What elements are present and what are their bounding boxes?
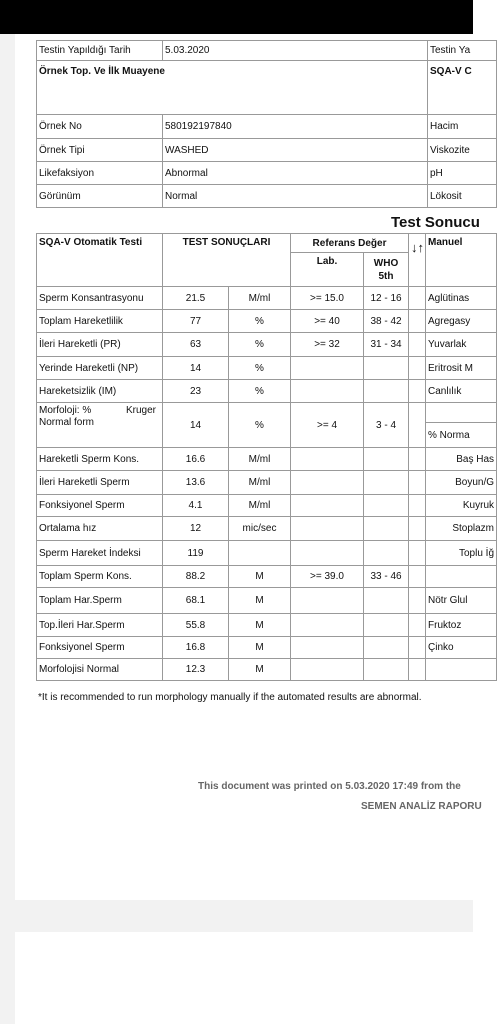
result-value: 88.2 xyxy=(163,566,229,588)
result-unit: % xyxy=(229,380,291,403)
print-footer: This document was printed on 5.03.2020 17:49 from the xyxy=(198,781,461,792)
result-value: 55.8 xyxy=(163,614,229,637)
result-who xyxy=(364,517,409,541)
sample-title-right: SQA-V C xyxy=(428,61,497,115)
result-name: İleri Hareketli (PR) xyxy=(37,333,163,357)
result-who xyxy=(364,357,409,380)
result-name: Top.İleri Har.Sperm xyxy=(37,614,163,637)
result-value: 12.3 xyxy=(163,659,229,681)
result-manual: Stoplazm xyxy=(426,517,497,541)
header-who: WHO 5th xyxy=(364,253,409,287)
result-lab xyxy=(291,448,364,471)
result-row xyxy=(37,517,497,541)
result-flag xyxy=(409,637,426,659)
result-name: Toplam Har.Sperm xyxy=(37,588,163,614)
result-name: Ortalama hız xyxy=(37,517,163,541)
morphology-row xyxy=(37,403,497,423)
result-value: 68.1 xyxy=(163,588,229,614)
result-value: 4.1 xyxy=(163,495,229,517)
result-manual: Nötr Glul xyxy=(426,588,497,614)
result-flag xyxy=(409,357,426,380)
result-who xyxy=(364,614,409,637)
result-value: 13.6 xyxy=(163,471,229,495)
result-who: 38 - 42 xyxy=(364,310,409,333)
result-lab xyxy=(291,380,364,403)
result-value: 21.5 xyxy=(163,287,229,310)
sample-info-table xyxy=(36,40,497,208)
result-flag xyxy=(409,517,426,541)
result-who xyxy=(364,588,409,614)
result-lab xyxy=(291,637,364,659)
result-row xyxy=(37,471,497,495)
status-bar xyxy=(0,0,473,34)
sample-title-row xyxy=(37,61,497,115)
result-manual: Eritrosit M xyxy=(426,357,497,380)
result-name: Toplam Sperm Kons. xyxy=(37,566,163,588)
result-manual: Çinko xyxy=(426,637,497,659)
result-lab xyxy=(291,357,364,380)
result-value: 119 xyxy=(163,541,229,566)
morphology-unit: % xyxy=(229,403,291,448)
result-unit xyxy=(229,541,291,566)
result-who xyxy=(364,659,409,681)
result-flag xyxy=(409,614,426,637)
result-flag xyxy=(409,566,426,588)
morphology-manual-empty xyxy=(426,403,497,423)
test-date-value: 5.03.2020 xyxy=(163,41,428,61)
result-lab xyxy=(291,541,364,566)
info-label: Örnek Tipi xyxy=(37,139,163,162)
document-page[interactable] xyxy=(15,34,495,900)
result-lab xyxy=(291,659,364,681)
morphology-who: 3 - 4 xyxy=(364,403,409,448)
result-manual: Toplu İğ xyxy=(426,541,497,566)
test-date-right: Testin Ya xyxy=(428,41,497,61)
result-unit: M/ml xyxy=(229,471,291,495)
result-flag xyxy=(409,380,426,403)
sample-title: Örnek Top. Ve İlk Muayene xyxy=(37,61,428,115)
info-row xyxy=(37,139,497,162)
result-row xyxy=(37,541,497,566)
result-who: 12 - 16 xyxy=(364,287,409,310)
result-lab: >= 40 xyxy=(291,310,364,333)
result-unit: M xyxy=(229,588,291,614)
morphology-note: *It is recommended to run morphology manually if the automated results are abnormal. xyxy=(38,692,422,703)
result-row xyxy=(37,614,497,637)
result-value: 12 xyxy=(163,517,229,541)
result-manual xyxy=(426,659,497,681)
result-flag xyxy=(409,471,426,495)
result-lab xyxy=(291,614,364,637)
info-row xyxy=(37,162,497,185)
test-date-label: Testin Yapıldığı Tarih xyxy=(37,41,163,61)
result-who: 31 - 34 xyxy=(364,333,409,357)
sort-arrows-icon: ↓↑ xyxy=(409,234,426,287)
result-unit: % xyxy=(229,333,291,357)
morphology-kruger: Kruger xyxy=(125,405,156,416)
result-lab: >= 39.0 xyxy=(291,566,364,588)
result-who xyxy=(364,541,409,566)
result-manual: Kuyruk xyxy=(426,495,497,517)
result-lab xyxy=(291,471,364,495)
result-name: Yerinde Hareketli (NP) xyxy=(37,357,163,380)
result-name: Fonksiyonel Sperm xyxy=(37,637,163,659)
info-value: 580192197840 xyxy=(163,115,428,139)
result-unit: M xyxy=(229,614,291,637)
result-row xyxy=(37,637,497,659)
result-name: Fonksiyonel Sperm xyxy=(37,495,163,517)
result-flag xyxy=(409,495,426,517)
result-row xyxy=(37,495,497,517)
morphology-normal-form: Normal form xyxy=(39,417,95,428)
info-right: Hacim xyxy=(428,115,497,139)
result-who: 33 - 46 xyxy=(364,566,409,588)
result-row xyxy=(37,566,497,588)
result-value: 23 xyxy=(163,380,229,403)
result-row xyxy=(37,588,497,614)
result-row xyxy=(37,287,497,310)
info-right: pH xyxy=(428,162,497,185)
info-value: Normal xyxy=(163,185,428,208)
result-row xyxy=(37,380,497,403)
result-unit: % xyxy=(229,310,291,333)
result-who xyxy=(364,471,409,495)
result-unit: M xyxy=(229,566,291,588)
info-label: Likefaksiyon xyxy=(37,162,163,185)
result-row xyxy=(37,310,497,333)
result-flag xyxy=(409,310,426,333)
result-flag xyxy=(409,541,426,566)
report-name-footer: SEMEN ANALİZ RAPORU xyxy=(361,801,482,812)
result-row xyxy=(37,448,497,471)
result-value: 14 xyxy=(163,357,229,380)
morphology-label: Morfoloji: % xyxy=(39,405,92,416)
header-reference: Referans Değer xyxy=(291,234,409,253)
result-manual: Canlılık xyxy=(426,380,497,403)
header-manual: Manuel xyxy=(426,234,497,287)
result-manual: Baş Has xyxy=(426,448,497,471)
result-flag xyxy=(409,448,426,471)
result-manual xyxy=(426,566,497,588)
result-lab xyxy=(291,495,364,517)
result-unit: M/ml xyxy=(229,287,291,310)
result-flag xyxy=(409,588,426,614)
result-lab xyxy=(291,588,364,614)
result-flag xyxy=(409,659,426,681)
morphology-flag xyxy=(409,403,426,448)
info-value: Abnormal xyxy=(163,162,428,185)
result-who xyxy=(364,448,409,471)
result-row xyxy=(37,357,497,380)
result-name: Sperm Hareket İndeksi xyxy=(37,541,163,566)
result-value: 63 xyxy=(163,333,229,357)
result-row xyxy=(37,659,497,681)
result-unit: M xyxy=(229,637,291,659)
viewer-background xyxy=(0,34,15,1024)
result-who xyxy=(364,495,409,517)
result-name: Hareketli Sperm Kons. xyxy=(37,448,163,471)
result-name: Sperm Konsantrasyonu xyxy=(37,287,163,310)
result-manual: Boyun/G xyxy=(426,471,497,495)
info-row xyxy=(37,185,497,208)
result-unit: mic/sec xyxy=(229,517,291,541)
morphology-lab: >= 4 xyxy=(291,403,364,448)
result-row xyxy=(37,333,497,357)
result-value: 16.6 xyxy=(163,448,229,471)
morphology-value: 14 xyxy=(163,403,229,448)
result-flag xyxy=(409,287,426,310)
result-who xyxy=(364,637,409,659)
info-right: Viskozite xyxy=(428,139,497,162)
header-lab: Lab. xyxy=(291,253,364,287)
result-name: İleri Hareketli Sperm xyxy=(37,471,163,495)
result-name: Morfolojisi Normal xyxy=(37,659,163,681)
header-test: SQA-V Otomatik Testi xyxy=(37,234,163,287)
result-name: Hareketsizlik (IM) xyxy=(37,380,163,403)
result-manual: Fruktoz xyxy=(426,614,497,637)
result-name: Toplam Hareketlilik xyxy=(37,310,163,333)
result-manual: Agregasy xyxy=(426,310,497,333)
result-unit: M/ml xyxy=(229,495,291,517)
result-manual: Yuvarlak xyxy=(426,333,497,357)
next-page[interactable] xyxy=(15,932,473,1024)
result-who xyxy=(364,380,409,403)
info-row xyxy=(37,115,497,139)
morphology-manual: % Norma xyxy=(426,423,497,448)
result-manual: Aglütinas xyxy=(426,287,497,310)
results-header-row xyxy=(37,234,497,253)
info-right: Lökosit xyxy=(428,185,497,208)
morphology-name-cell xyxy=(37,403,163,448)
result-unit: % xyxy=(229,357,291,380)
result-value: 77 xyxy=(163,310,229,333)
result-lab: >= 15.0 xyxy=(291,287,364,310)
info-value: WASHED xyxy=(163,139,428,162)
info-label: Örnek No xyxy=(37,115,163,139)
header-results: TEST SONUÇLARI xyxy=(163,234,291,287)
test-date-row xyxy=(37,41,497,61)
result-value: 16.8 xyxy=(163,637,229,659)
result-unit: M xyxy=(229,659,291,681)
result-lab xyxy=(291,517,364,541)
results-table xyxy=(36,233,497,681)
result-lab: >= 32 xyxy=(291,333,364,357)
page-gap xyxy=(0,900,473,932)
result-flag xyxy=(409,333,426,357)
results-title: Test Sonucu xyxy=(391,214,480,231)
result-unit: M/ml xyxy=(229,448,291,471)
info-label: Görünüm xyxy=(37,185,163,208)
